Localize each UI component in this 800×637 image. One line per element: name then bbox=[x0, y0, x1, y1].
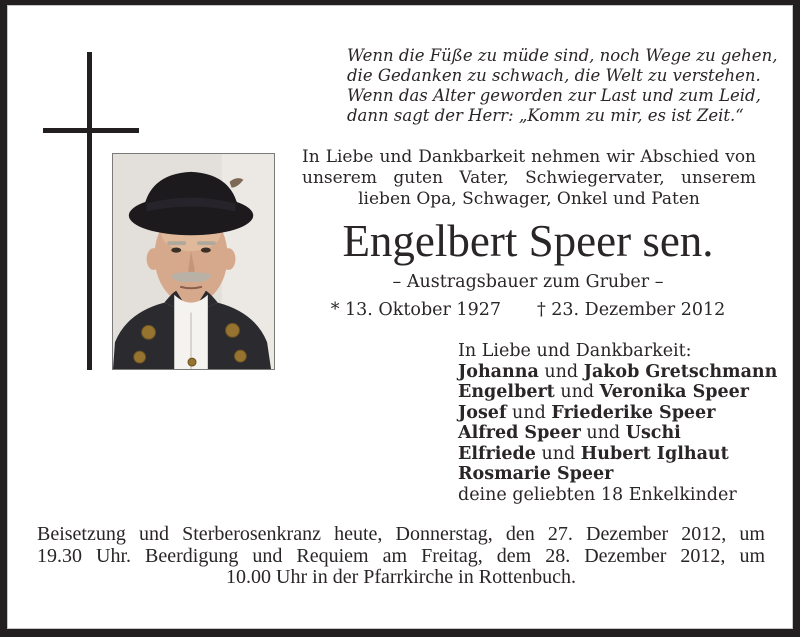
verse-line: Wenn die Füße zu müde sind, noch Wege zu gehen, bbox=[347, 46, 778, 65]
verse-line: Wenn das Alter geworden zur Last und zum Leid, bbox=[347, 86, 761, 105]
intro-line: In Liebe und Dankbarkeit nehmen wir Abschied von bbox=[302, 147, 756, 167]
portrait-photo bbox=[112, 153, 275, 370]
birth-date: * 13. Oktober 1927 bbox=[330, 300, 501, 320]
cross-vertical-bar bbox=[87, 52, 92, 370]
cross-horizontal-bar bbox=[43, 128, 139, 133]
mourner-line: Engelbert und Veronika Speer bbox=[458, 382, 749, 402]
mourners-closing: deine geliebten 18 Enkelkinder bbox=[458, 484, 737, 505]
verse-block bbox=[347, 46, 777, 126]
mourner-line: Josef und Friederike Speer bbox=[458, 402, 716, 423]
funeral-line: 10.00 Uhr in der Pfarrkirche in Rottenbuch. bbox=[226, 566, 576, 588]
mourners-heading: In Liebe und Dankbarkeit: bbox=[458, 341, 692, 361]
mourners-block bbox=[458, 341, 777, 505]
funeral-notice bbox=[37, 524, 765, 589]
intro-line: unserem guten Vater, Schwiegervater, unserem bbox=[302, 168, 756, 188]
deceased-name: Engelbert Speer sen. bbox=[342, 216, 714, 266]
mourner-line: Elfriede und Hubert Iglhaut bbox=[458, 443, 729, 464]
mourner-line: Alfred Speer und Uschi bbox=[458, 423, 681, 443]
intro-paragraph bbox=[302, 147, 756, 210]
portrait-illustration bbox=[113, 154, 274, 369]
verse-line: die Gedanken zu schwach, die Welt zu verstehen. bbox=[347, 66, 761, 85]
funeral-line: Beisetzung und Sterberosenkranz heute, Donnerstag, den 27. Dezember 2012, um bbox=[37, 523, 765, 545]
deceased-subtitle: – Austragsbauer zum Gruber – bbox=[392, 272, 664, 292]
mourner-line: Rosmarie Speer bbox=[458, 464, 614, 484]
funeral-line: 19.30 Uhr. Beerdigung und Requiem am Freitag, dem 28. Dezember 2012, um bbox=[37, 544, 765, 567]
verse-line: dann sagt der Herr: „Komm zu mir, es ist Zeit.“ bbox=[347, 106, 744, 125]
intro-line: lieben Opa, Schwager, Onkel und Paten bbox=[358, 189, 700, 209]
mourner-line: Johanna und Jakob Gretschmann bbox=[458, 361, 778, 382]
death-date: † 23. Dezember 2012 bbox=[536, 300, 726, 320]
life-dates bbox=[300, 300, 756, 321]
